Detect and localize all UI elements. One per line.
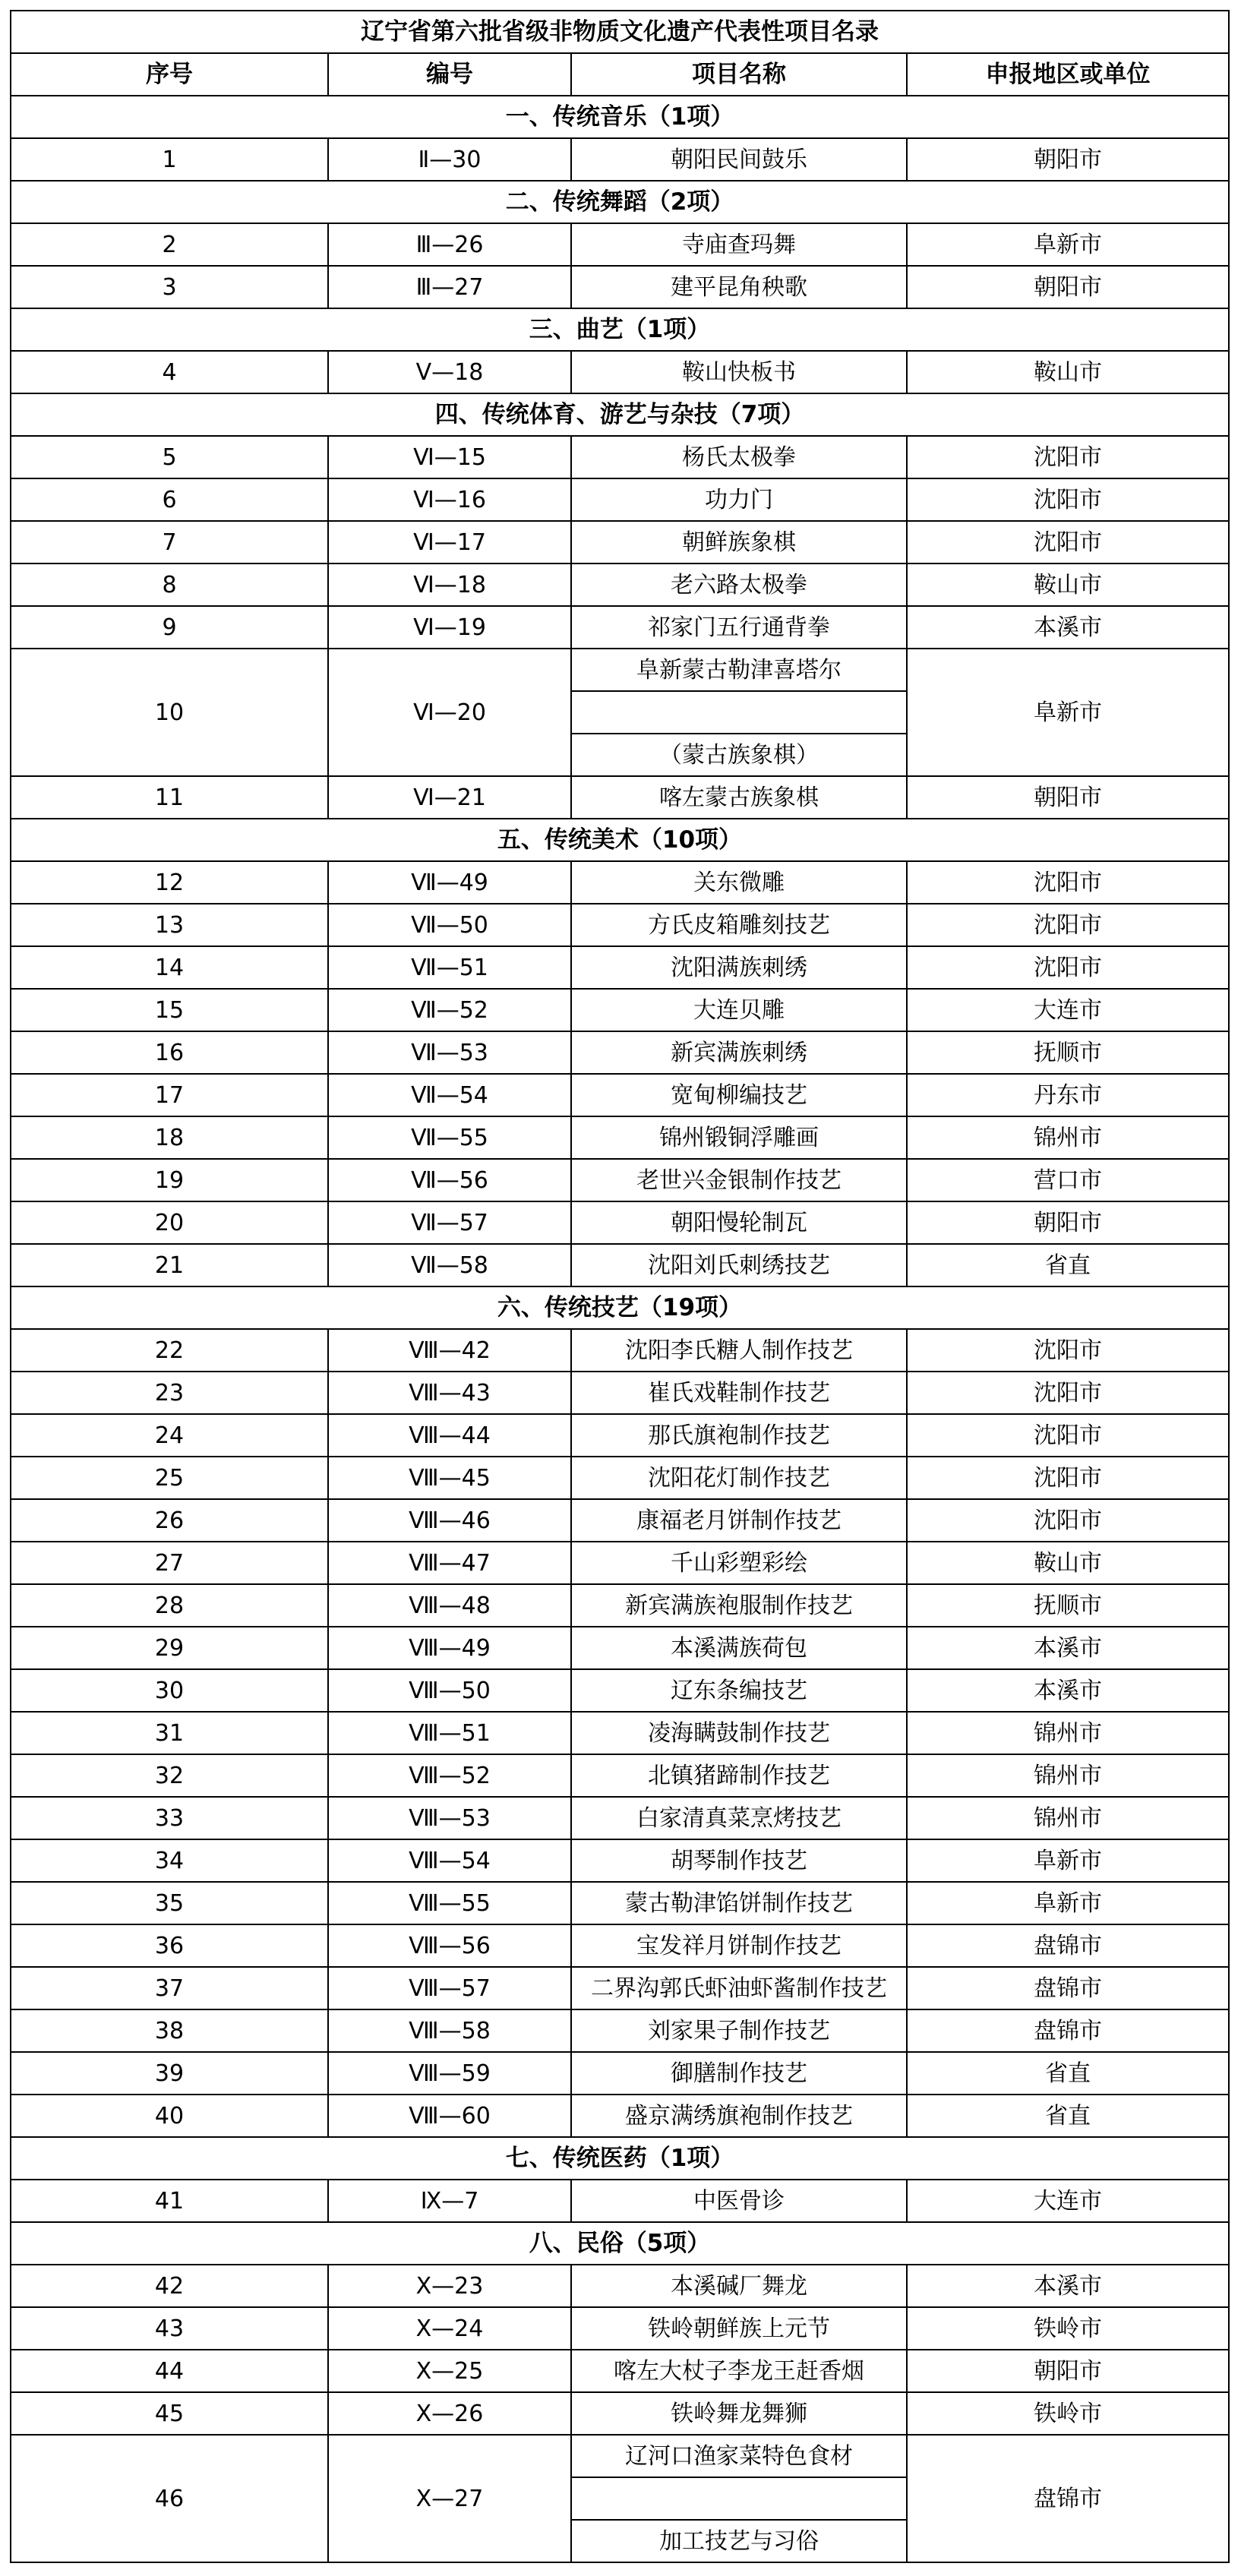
table-row: [11, 776, 1229, 819]
cell-code: Ⅷ—51: [328, 1712, 571, 1754]
section-heading: 三、曲艺（1项）: [11, 308, 1229, 351]
table-row: [11, 1924, 1229, 1967]
table-row: [11, 1159, 1229, 1201]
cell-name: 本溪碱厂舞龙: [571, 2265, 907, 2307]
cell-region: 朝阳市: [907, 138, 1229, 181]
cell-region: 盘锦市: [907, 2009, 1229, 2052]
cell-code: Ⅵ—21: [328, 776, 571, 819]
cell-name-line: 加工技艺与习俗: [571, 2520, 907, 2562]
cell-name: 二界沟郭氏虾油虾酱制作技艺: [571, 1967, 907, 2009]
heritage-list-table: [10, 10, 1230, 2563]
table-row: [11, 1329, 1229, 1372]
cell-name: 新宾满族刺绣: [571, 1031, 907, 1074]
table-row: [11, 606, 1229, 649]
table-row: [11, 1457, 1229, 1499]
cell-region: 省直: [907, 1244, 1229, 1286]
cell-region: 朝阳市: [907, 266, 1229, 308]
cell-region: 沈阳市: [907, 1457, 1229, 1499]
cell-no: 46: [11, 2435, 328, 2562]
table-row: [11, 1244, 1229, 1286]
cell-code: Ⅱ—30: [328, 138, 571, 181]
cell-name: 宽甸柳编技艺: [571, 1074, 907, 1116]
cell-region: 锦州市: [907, 1116, 1229, 1159]
cell-no: 13: [11, 904, 328, 946]
table-row: [11, 1499, 1229, 1542]
cell-name: 沈阳刘氏刺绣技艺: [571, 1244, 907, 1286]
table-row: [11, 1712, 1229, 1754]
table-row: [11, 1414, 1229, 1457]
section-row: [11, 2137, 1229, 2180]
cell-name: 杨氏太极拳: [571, 436, 907, 478]
table-row: [11, 2180, 1229, 2222]
cell-name: 新宾满族袍服制作技艺: [571, 1584, 907, 1627]
cell-no: 14: [11, 946, 328, 989]
section-heading: 五、传统美术（10项）: [11, 819, 1229, 861]
cell-no: 25: [11, 1457, 328, 1499]
cell-code: Ⅷ—54: [328, 1839, 571, 1882]
cell-name: 蒙古勒津馅饼制作技艺: [571, 1882, 907, 1924]
cell-no: 28: [11, 1584, 328, 1627]
cell-code: Ⅵ—16: [328, 478, 571, 521]
table-row: [11, 904, 1229, 946]
cell-region: 沈阳市: [907, 1414, 1229, 1457]
table-row: [11, 861, 1229, 904]
section-row: [11, 181, 1229, 223]
section-row: [11, 2222, 1229, 2265]
cell-no: 32: [11, 1754, 328, 1797]
table-row: [11, 564, 1229, 606]
header-row: [11, 53, 1229, 96]
cell-code: Ⅵ—17: [328, 521, 571, 564]
cell-no: 44: [11, 2350, 328, 2392]
cell-no: 11: [11, 776, 328, 819]
cell-region: 沈阳市: [907, 1499, 1229, 1542]
cell-region: 鞍山市: [907, 351, 1229, 393]
cell-name-line: 阜新蒙古勒津喜塔尔: [571, 649, 907, 691]
table-row: [11, 521, 1229, 564]
cell-name: 中医骨诊: [571, 2180, 907, 2222]
cell-no: 7: [11, 521, 328, 564]
cell-name: 铁岭舞龙舞狮: [571, 2392, 907, 2435]
table-row: [11, 2009, 1229, 2052]
cell-code: Ⅷ—45: [328, 1457, 571, 1499]
cell-no: 2: [11, 223, 328, 266]
cell-no: 4: [11, 351, 328, 393]
cell-name: 方氏皮箱雕刻技艺: [571, 904, 907, 946]
table-row: [11, 1797, 1229, 1839]
cell-region: 鞍山市: [907, 1542, 1229, 1584]
cell-region: 本溪市: [907, 1669, 1229, 1712]
cell-code: Ⅵ—19: [328, 606, 571, 649]
cell-region: 朝阳市: [907, 2350, 1229, 2392]
cell-region: 朝阳市: [907, 776, 1229, 819]
cell-name: 凌海瞒鼓制作技艺: [571, 1712, 907, 1754]
cell-code: Ⅶ—51: [328, 946, 571, 989]
cell-region: 大连市: [907, 989, 1229, 1031]
cell-region: 沈阳市: [907, 861, 1229, 904]
cell-code: Ⅶ—57: [328, 1201, 571, 1244]
header-region: 申报地区或单位: [907, 53, 1229, 96]
cell-no: 45: [11, 2392, 328, 2435]
cell-name: 寺庙查玛舞: [571, 223, 907, 266]
table-row: [11, 989, 1229, 1031]
cell-no: 17: [11, 1074, 328, 1116]
table-row: [11, 2307, 1229, 2350]
cell-region: 阜新市: [907, 649, 1229, 776]
cell-region: 丹东市: [907, 1074, 1229, 1116]
cell-no: 36: [11, 1924, 328, 1967]
cell-region: 鞍山市: [907, 564, 1229, 606]
section-row: [11, 393, 1229, 436]
cell-no: 8: [11, 564, 328, 606]
cell-code: Ⅶ—55: [328, 1116, 571, 1159]
cell-region: 铁岭市: [907, 2307, 1229, 2350]
cell-region: 阜新市: [907, 1882, 1229, 1924]
cell-name: 大连贝雕: [571, 989, 907, 1031]
table-row: [11, 2392, 1229, 2435]
section-heading: 八、民俗（5项）: [11, 2222, 1229, 2265]
cell-no: 10: [11, 649, 328, 776]
cell-no: 3: [11, 266, 328, 308]
cell-no: 43: [11, 2307, 328, 2350]
header-name: 项目名称: [571, 53, 907, 96]
cell-name-line: （蒙古族象棋）: [571, 734, 907, 776]
cell-name: 建平昆角秧歌: [571, 266, 907, 308]
cell-region: 营口市: [907, 1159, 1229, 1201]
cell-code: Ⅸ—7: [328, 2180, 571, 2222]
cell-code: Ⅷ—57: [328, 1967, 571, 2009]
table-row: [11, 1031, 1229, 1074]
cell-region: 盘锦市: [907, 1924, 1229, 1967]
cell-name: 宝发祥月饼制作技艺: [571, 1924, 907, 1967]
cell-name: 祁家门五行通背拳: [571, 606, 907, 649]
table-body: [11, 11, 1229, 2562]
cell-region: 沈阳市: [907, 946, 1229, 989]
cell-name: 康福老月饼制作技艺: [571, 1499, 907, 1542]
section-row: [11, 819, 1229, 861]
cell-name: 关东微雕: [571, 861, 907, 904]
section-row: [11, 96, 1229, 138]
cell-code: Ⅶ—56: [328, 1159, 571, 1201]
cell-no: 38: [11, 2009, 328, 2052]
cell-name-line: 辽河口渔家菜特色食材: [571, 2435, 907, 2477]
cell-region: 沈阳市: [907, 478, 1229, 521]
table-row: [11, 478, 1229, 521]
table-row: [11, 138, 1229, 181]
cell-no: 5: [11, 436, 328, 478]
cell-code: Ⅶ—53: [328, 1031, 571, 1074]
table-row: [11, 1074, 1229, 1116]
cell-code: Ⅴ—18: [328, 351, 571, 393]
cell-name: 白家清真菜烹烤技艺: [571, 1797, 907, 1839]
cell-code: Ⅵ—20: [328, 649, 571, 776]
cell-code: Ⅷ—60: [328, 2095, 571, 2137]
cell-region: 阜新市: [907, 223, 1229, 266]
table-row: [11, 1372, 1229, 1414]
cell-region: 沈阳市: [907, 521, 1229, 564]
cell-code: Ⅷ—43: [328, 1372, 571, 1414]
table-row: [11, 649, 1229, 691]
section-heading: 四、传统体育、游艺与杂技（7项）: [11, 393, 1229, 436]
table-row: [11, 351, 1229, 393]
cell-no: 31: [11, 1712, 328, 1754]
cell-no: 27: [11, 1542, 328, 1584]
table-row: [11, 2435, 1229, 2477]
cell-name: 那氏旗袍制作技艺: [571, 1414, 907, 1457]
cell-code: Ⅷ—53: [328, 1797, 571, 1839]
cell-name: 盛京满绣旗袍制作技艺: [571, 2095, 907, 2137]
cell-region: 抚顺市: [907, 1031, 1229, 1074]
cell-code: Ⅷ—56: [328, 1924, 571, 1967]
cell-region: 本溪市: [907, 606, 1229, 649]
table-row: [11, 1967, 1229, 2009]
cell-code: Ⅷ—47: [328, 1542, 571, 1584]
table-row: [11, 1627, 1229, 1669]
table-row: [11, 1116, 1229, 1159]
cell-no: 24: [11, 1414, 328, 1457]
table-row: [11, 1882, 1229, 1924]
cell-no: 16: [11, 1031, 328, 1074]
cell-code: Ⅹ—24: [328, 2307, 571, 2350]
cell-no: 22: [11, 1329, 328, 1372]
cell-name: 朝阳民间鼓乐: [571, 138, 907, 181]
cell-name-line: [571, 2477, 907, 2520]
cell-no: 18: [11, 1116, 328, 1159]
cell-name: 老六路太极拳: [571, 564, 907, 606]
cell-code: Ⅹ—26: [328, 2392, 571, 2435]
cell-region: 大连市: [907, 2180, 1229, 2222]
cell-code: Ⅹ—23: [328, 2265, 571, 2307]
cell-code: Ⅵ—18: [328, 564, 571, 606]
cell-name: 胡琴制作技艺: [571, 1839, 907, 1882]
cell-code: Ⅷ—50: [328, 1669, 571, 1712]
table-row: [11, 266, 1229, 308]
title-row: [11, 11, 1229, 53]
cell-code: Ⅶ—52: [328, 989, 571, 1031]
cell-name: 铁岭朝鲜族上元节: [571, 2307, 907, 2350]
cell-code: Ⅶ—50: [328, 904, 571, 946]
cell-name-line: [571, 691, 907, 734]
cell-code: Ⅷ—46: [328, 1499, 571, 1542]
section-heading: 一、传统音乐（1项）: [11, 96, 1229, 138]
cell-region: 盘锦市: [907, 1967, 1229, 2009]
cell-region: 阜新市: [907, 1839, 1229, 1882]
cell-region: 省直: [907, 2052, 1229, 2095]
cell-region: 朝阳市: [907, 1201, 1229, 1244]
table-row: [11, 1542, 1229, 1584]
cell-region: 抚顺市: [907, 1584, 1229, 1627]
table-row: [11, 1839, 1229, 1882]
cell-region: 沈阳市: [907, 1329, 1229, 1372]
cell-name: 御膳制作技艺: [571, 2052, 907, 2095]
cell-no: 30: [11, 1669, 328, 1712]
cell-region: 沈阳市: [907, 436, 1229, 478]
table-row: [11, 2095, 1229, 2137]
cell-region: 盘锦市: [907, 2435, 1229, 2562]
cell-region: 沈阳市: [907, 904, 1229, 946]
cell-no: 9: [11, 606, 328, 649]
cell-code: Ⅲ—26: [328, 223, 571, 266]
cell-no: 20: [11, 1201, 328, 1244]
cell-region: 锦州市: [907, 1754, 1229, 1797]
cell-no: 37: [11, 1967, 328, 2009]
cell-code: Ⅷ—58: [328, 2009, 571, 2052]
cell-no: 35: [11, 1882, 328, 1924]
header-no: 序号: [11, 53, 328, 96]
cell-code: Ⅵ—15: [328, 436, 571, 478]
cell-region: 本溪市: [907, 1627, 1229, 1669]
cell-no: 12: [11, 861, 328, 904]
cell-name: 辽东条编技艺: [571, 1669, 907, 1712]
cell-name: 崔氏戏鞋制作技艺: [571, 1372, 907, 1414]
table-row: [11, 436, 1229, 478]
cell-code: Ⅶ—54: [328, 1074, 571, 1116]
cell-code: Ⅹ—27: [328, 2435, 571, 2562]
cell-name: 锦州锻铜浮雕画: [571, 1116, 907, 1159]
cell-name: 千山彩塑彩绘: [571, 1542, 907, 1584]
section-row: [11, 308, 1229, 351]
cell-code: Ⅶ—58: [328, 1244, 571, 1286]
cell-name: 功力门: [571, 478, 907, 521]
cell-code: Ⅶ—49: [328, 861, 571, 904]
cell-no: 34: [11, 1839, 328, 1882]
cell-region: 铁岭市: [907, 2392, 1229, 2435]
cell-no: 19: [11, 1159, 328, 1201]
cell-code: Ⅹ—25: [328, 2350, 571, 2392]
table-row: [11, 223, 1229, 266]
cell-no: 41: [11, 2180, 328, 2222]
cell-no: 39: [11, 2052, 328, 2095]
table-row: [11, 1584, 1229, 1627]
table-title: 辽宁省第六批省级非物质文化遗产代表性项目名录: [11, 11, 1229, 53]
cell-name: 老世兴金银制作技艺: [571, 1159, 907, 1201]
table-row: [11, 946, 1229, 989]
cell-no: 29: [11, 1627, 328, 1669]
cell-region: 本溪市: [907, 2265, 1229, 2307]
heritage-list-sheet: [10, 10, 1228, 2563]
cell-name: 北镇猪蹄制作技艺: [571, 1754, 907, 1797]
cell-name: 喀左蒙古族象棋: [571, 776, 907, 819]
header-code: 编号: [328, 53, 571, 96]
table-row: [11, 2350, 1229, 2392]
cell-code: Ⅷ—49: [328, 1627, 571, 1669]
cell-code: Ⅷ—55: [328, 1882, 571, 1924]
table-row: [11, 2052, 1229, 2095]
section-row: [11, 1286, 1229, 1329]
section-heading: 六、传统技艺（19项）: [11, 1286, 1229, 1329]
cell-code: Ⅷ—44: [328, 1414, 571, 1457]
cell-name: 沈阳满族刺绣: [571, 946, 907, 989]
cell-name: 刘家果子制作技艺: [571, 2009, 907, 2052]
cell-name: 喀左大杖子李龙王赶香烟: [571, 2350, 907, 2392]
table-row: [11, 1669, 1229, 1712]
cell-no: 21: [11, 1244, 328, 1286]
cell-name: 朝阳慢轮制瓦: [571, 1201, 907, 1244]
cell-code: Ⅷ—59: [328, 2052, 571, 2095]
cell-code: Ⅷ—52: [328, 1754, 571, 1797]
cell-region: 省直: [907, 2095, 1229, 2137]
table-row: [11, 1754, 1229, 1797]
cell-no: 15: [11, 989, 328, 1031]
cell-region: 沈阳市: [907, 1372, 1229, 1414]
cell-no: 40: [11, 2095, 328, 2137]
cell-no: 6: [11, 478, 328, 521]
section-heading: 二、传统舞蹈（2项）: [11, 181, 1229, 223]
cell-no: 23: [11, 1372, 328, 1414]
cell-code: Ⅲ—27: [328, 266, 571, 308]
section-heading: 七、传统医药（1项）: [11, 2137, 1229, 2180]
cell-code: Ⅷ—48: [328, 1584, 571, 1627]
cell-no: 33: [11, 1797, 328, 1839]
cell-name: 朝鲜族象棋: [571, 521, 907, 564]
cell-name: 沈阳花灯制作技艺: [571, 1457, 907, 1499]
cell-name: 沈阳李氏糖人制作技艺: [571, 1329, 907, 1372]
cell-no: 42: [11, 2265, 328, 2307]
table-row: [11, 1201, 1229, 1244]
cell-region: 锦州市: [907, 1797, 1229, 1839]
cell-no: 1: [11, 138, 328, 181]
cell-code: Ⅷ—42: [328, 1329, 571, 1372]
cell-name: 本溪满族荷包: [571, 1627, 907, 1669]
cell-region: 锦州市: [907, 1712, 1229, 1754]
table-row: [11, 2265, 1229, 2307]
cell-name: 鞍山快板书: [571, 351, 907, 393]
cell-no: 26: [11, 1499, 328, 1542]
